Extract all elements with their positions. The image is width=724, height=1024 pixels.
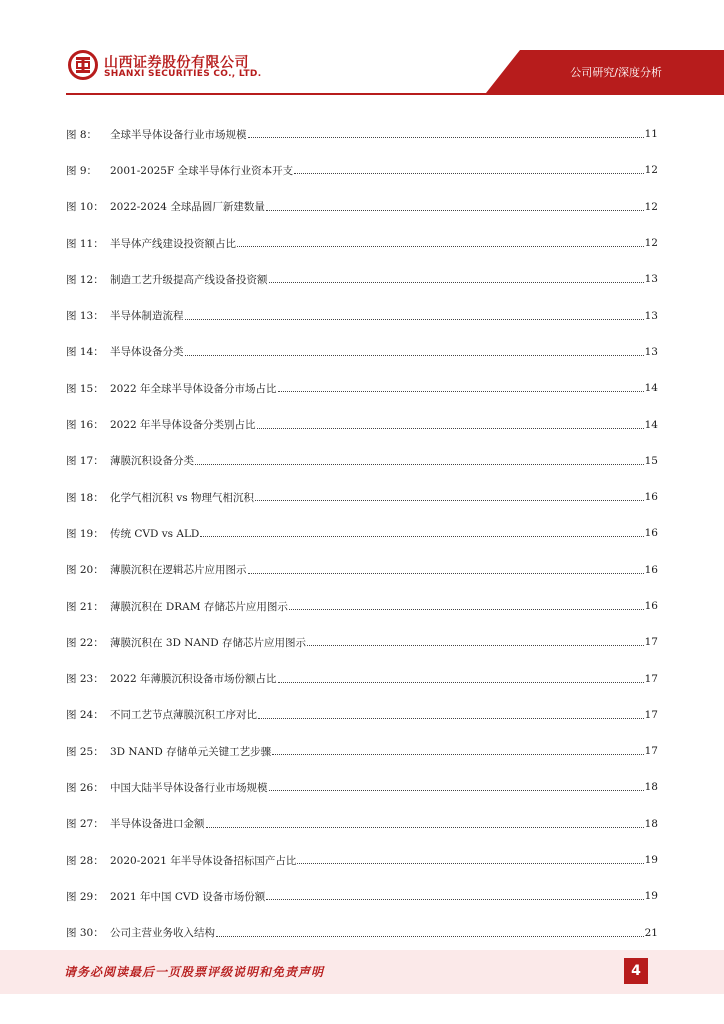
- toc-row[interactable]: [66, 769, 658, 805]
- dot-leader: [278, 391, 644, 392]
- toc-row[interactable]: [66, 878, 658, 914]
- figure-title: 全球半导体设备行业市场规模: [110, 128, 247, 141]
- toc-row[interactable]: [66, 152, 658, 188]
- figure-title: 薄膜沉积设备分类: [110, 455, 194, 468]
- figure-number: 图 11：: [66, 237, 104, 250]
- toc-row[interactable]: [66, 479, 658, 515]
- figure-number: 图 17：: [66, 455, 104, 468]
- figure-title: 薄膜沉积在 DRAM 存储芯片应用图示: [110, 600, 288, 613]
- figure-number: 图 28：: [66, 854, 104, 867]
- figure-number: 图 25：: [66, 745, 104, 758]
- figure-number: 图 27：: [66, 818, 104, 831]
- toc-row[interactable]: [66, 733, 658, 769]
- figure-number: 图 14：: [66, 346, 104, 359]
- figure-title: 薄膜沉积在逻辑芯片应用图示: [110, 564, 247, 577]
- figure-page-number: 17: [644, 672, 658, 685]
- figure-title: 半导体产线建设投资额占比: [110, 237, 236, 250]
- figure-title: 半导体设备分类: [110, 346, 184, 359]
- figure-page-number: 19: [644, 890, 658, 903]
- toc-row[interactable]: [66, 515, 658, 551]
- figure-title: 制造工艺升级提高产线设备投资额: [110, 273, 268, 286]
- toc-row[interactable]: [66, 297, 658, 333]
- figure-page-number: 12: [644, 237, 658, 250]
- figure-number: 图 15：: [66, 382, 104, 395]
- figure-number: 图 30：: [66, 927, 104, 940]
- dot-leader: [257, 428, 644, 429]
- dot-leader: [248, 573, 644, 574]
- figure-page-number: 11: [644, 128, 658, 141]
- dot-leader: [237, 246, 644, 247]
- figure-page-number: 21: [644, 926, 658, 939]
- company-logo-icon: [68, 50, 98, 80]
- figure-number: 图 24：: [66, 709, 104, 722]
- figure-page-number: 19: [644, 854, 658, 867]
- figure-title: 公司主营业务收入结构: [110, 927, 215, 940]
- dot-leader: [269, 282, 644, 283]
- figure-number: 图 18：: [66, 491, 104, 504]
- figure-number: 图 22：: [66, 636, 104, 649]
- dot-leader: [248, 137, 644, 138]
- figure-title: 3D NAND 存储单元关键工艺步骤: [110, 745, 272, 758]
- figure-number: 图 16：: [66, 419, 104, 432]
- figure-page-number: 18: [644, 781, 658, 794]
- dot-leader: [185, 319, 644, 320]
- figure-title: 半导体制造流程: [110, 310, 184, 323]
- toc-row[interactable]: [66, 806, 658, 842]
- dot-leader: [289, 609, 644, 610]
- figure-page-number: 16: [644, 491, 658, 504]
- dot-leader: [278, 682, 644, 683]
- figure-number: 图 19：: [66, 527, 104, 540]
- figure-number: 图 20：: [66, 564, 104, 577]
- figure-title: 2022-2024 全球晶圆厂新建数量: [110, 201, 265, 214]
- dot-leader: [266, 210, 644, 211]
- dot-leader: [266, 899, 643, 900]
- figure-title: 2020-2021 年半导体设备招标国产占比: [110, 854, 297, 867]
- toc-row[interactable]: [66, 225, 658, 261]
- figure-number: 图 23：: [66, 673, 104, 686]
- dot-leader: [258, 718, 644, 719]
- dot-leader: [294, 173, 644, 174]
- figure-list: [66, 116, 658, 951]
- figure-title: 化学气相沉积 vs 物理气相沉积: [110, 491, 254, 504]
- company-name-en: SHANXI SECURITIES CO., LTD.: [104, 69, 262, 79]
- toc-row[interactable]: [66, 552, 658, 588]
- figure-title: 2022 年全球半导体设备分市场占比: [110, 382, 277, 395]
- figure-page-number: 12: [644, 164, 658, 177]
- page-header: [0, 0, 724, 100]
- toc-row[interactable]: [66, 406, 658, 442]
- figure-page-number: 14: [644, 382, 658, 395]
- figure-number: 图 13：: [66, 310, 104, 323]
- figure-title: 中国大陆半导体设备行业市场规模: [110, 781, 268, 794]
- figure-page-number: 17: [644, 636, 658, 649]
- toc-row[interactable]: [66, 370, 658, 406]
- toc-row[interactable]: [66, 624, 658, 660]
- figure-number: 图 26：: [66, 781, 104, 794]
- figure-page-number: 17: [644, 708, 658, 721]
- company-name-cn: 山西证券股份有限公司: [104, 55, 249, 71]
- dot-leader: [200, 536, 643, 537]
- dot-leader: [216, 936, 644, 937]
- figure-page-number: 16: [644, 600, 658, 612]
- dot-leader: [195, 464, 644, 465]
- figure-title: 2022 年薄膜沉积设备市场份额占比: [110, 673, 277, 686]
- toc-row[interactable]: [66, 588, 658, 624]
- toc-row[interactable]: [66, 116, 658, 152]
- figure-title: 薄膜沉积在 3D NAND 存储芯片应用图示: [110, 636, 306, 649]
- figure-title: 2021 年中国 CVD 设备市场份额: [110, 890, 266, 903]
- figure-number: 图 8：: [66, 128, 98, 141]
- dot-leader: [272, 754, 643, 755]
- figure-title: 2001-2025F 全球半导体行业资本开支: [110, 164, 294, 177]
- figure-title: 传统 CVD vs ALD: [110, 527, 200, 540]
- figure-number: 图 12：: [66, 273, 104, 286]
- toc-row[interactable]: [66, 443, 658, 479]
- figure-page-number: 16: [644, 563, 658, 576]
- toc-row[interactable]: [66, 334, 658, 370]
- figure-title: 半导体设备进口金额: [110, 818, 205, 831]
- dot-leader: [269, 790, 644, 791]
- figure-number: 图 29：: [66, 890, 104, 903]
- figure-page-number: 12: [644, 200, 658, 213]
- page-footer: [0, 950, 724, 994]
- page-number: 4: [624, 958, 648, 984]
- toc-row[interactable]: [66, 915, 658, 951]
- figure-title: 不同工艺节点薄膜沉积工序对比: [110, 709, 257, 722]
- toc-row[interactable]: [66, 697, 658, 733]
- toc-row[interactable]: [66, 842, 658, 878]
- figure-page-number: 13: [644, 273, 658, 286]
- dot-leader: [307, 645, 644, 646]
- toc-row[interactable]: [66, 660, 658, 696]
- figure-number: 图 9：: [66, 164, 98, 177]
- figure-page-number: 14: [644, 418, 658, 431]
- footer-disclaimer: 请务必阅读最后一页股票评级说明和免责声明: [64, 965, 325, 979]
- figure-number: 图 10：: [66, 201, 104, 214]
- figure-page-number: 16: [644, 527, 658, 540]
- header-divider: [66, 93, 724, 95]
- figure-page-number: 18: [644, 817, 658, 830]
- figure-page-number: 15: [644, 454, 658, 467]
- toc-row[interactable]: [66, 261, 658, 297]
- figure-number: 图 21：: [66, 600, 104, 613]
- section-tag: 公司研究/深度分析: [570, 66, 662, 79]
- dot-leader: [185, 355, 644, 356]
- dot-leader: [255, 500, 644, 501]
- figure-page-number: 17: [644, 745, 658, 758]
- toc-row[interactable]: [66, 189, 658, 225]
- figure-page-number: 13: [644, 309, 658, 322]
- dot-leader: [206, 827, 644, 828]
- figure-title: 2022 年半导体设备分类别占比: [110, 419, 256, 432]
- figure-page-number: 13: [644, 345, 658, 358]
- dot-leader: [297, 863, 643, 864]
